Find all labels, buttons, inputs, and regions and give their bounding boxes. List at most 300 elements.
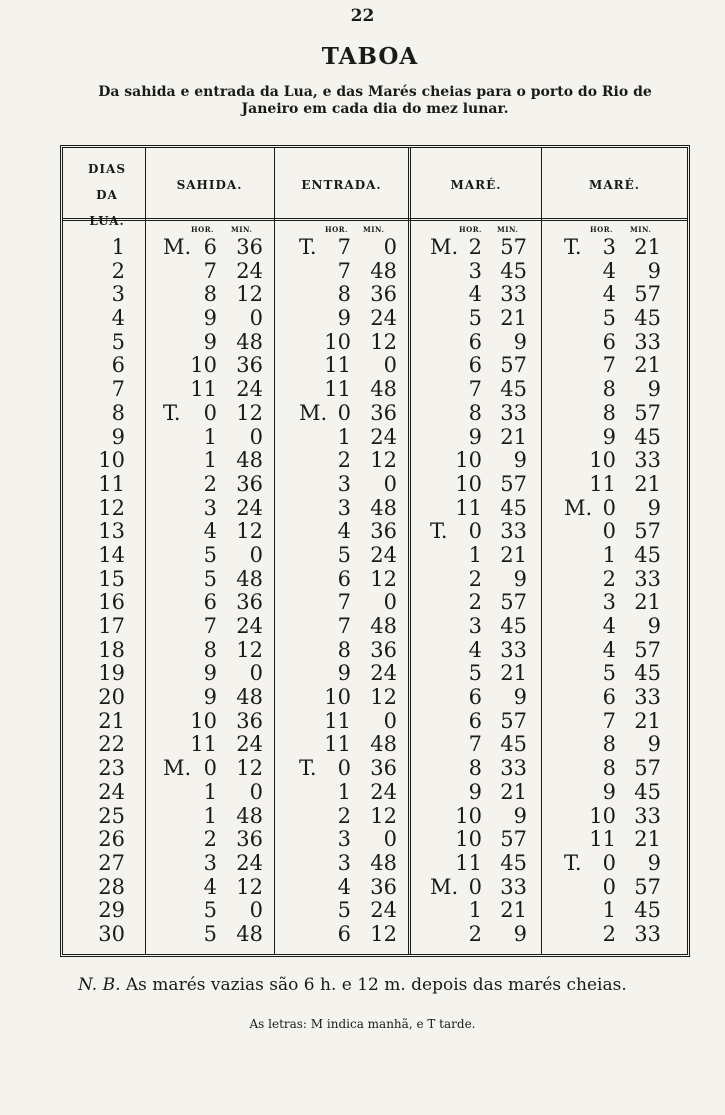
entrada-hour: 3 [337, 827, 351, 852]
mare2-hour: 11 [589, 827, 616, 852]
day-number: 29 [98, 898, 125, 923]
mare1-minute: 33 [500, 519, 527, 544]
sahida-minute: 48 [236, 448, 263, 473]
entrada-minute: 48 [370, 377, 397, 402]
mare2-minute: 21 [634, 708, 661, 733]
day-number: 2 [111, 258, 125, 283]
day-number: 6 [111, 353, 125, 378]
mare2-minute: 57 [634, 874, 661, 899]
entrada-hour: 3 [337, 471, 351, 496]
mare2-hour: 5 [602, 661, 616, 686]
entrada-minute: 0 [383, 708, 397, 733]
entrada-hour: 4 [337, 519, 351, 544]
mare2-hour: 4 [602, 637, 616, 662]
mare2-hour: 5 [602, 306, 616, 331]
entrada-hour: 11 [324, 353, 351, 378]
mare1-minute: 9 [513, 566, 527, 591]
mare1-hour: 10 [455, 471, 482, 496]
mare1-minute: 21 [500, 779, 527, 804]
subheader-hor: HOR. [459, 225, 482, 234]
mare2-minute: 57 [634, 756, 661, 781]
mare2-minute: 57 [634, 282, 661, 307]
sahida-hour: 11 [190, 732, 217, 757]
mare1-minute: 21 [500, 542, 527, 567]
entrada-minute: 0 [383, 471, 397, 496]
table-row [63, 591, 687, 615]
subheader-min: MIN. [630, 225, 652, 234]
subheader-min: MIN. [497, 225, 519, 234]
sahida-minute: 12 [236, 519, 263, 544]
entrada-hour: 0 [337, 756, 351, 781]
mare1-minute: 9 [513, 329, 527, 354]
header-dias-da-lua [71, 156, 143, 234]
mare2-hour: 7 [602, 708, 616, 733]
entrada-minute: 24 [370, 306, 397, 331]
mare2-hour: 0 [602, 495, 616, 520]
mare2-hour: 2 [602, 566, 616, 591]
mare2-minute: 21 [634, 827, 661, 852]
mare1-minute: 33 [500, 637, 527, 662]
mare2-hour: 6 [602, 329, 616, 354]
mare2-minute: 21 [634, 471, 661, 496]
day-number: 17 [98, 614, 125, 638]
subheader-hor: HOR. [590, 225, 613, 234]
mare1-hour: 2 [468, 235, 482, 259]
entrada-minute: 48 [370, 614, 397, 638]
entrada-hour: 6 [337, 566, 351, 591]
mare2-minute: 21 [634, 353, 661, 378]
mare1-hour: 10 [455, 827, 482, 852]
mare2-minute: 21 [634, 590, 661, 615]
mare2-hour: 3 [602, 590, 616, 615]
entrada-minute: 12 [370, 685, 397, 710]
day-number: 18 [98, 637, 125, 662]
day-number: 11 [98, 471, 125, 496]
sahida-hour: 4 [203, 874, 217, 899]
mare1-hour: 2 [468, 566, 482, 591]
entrada-hour: 1 [337, 779, 351, 804]
mare2-hour: 2 [602, 921, 616, 946]
sahida-hour: 9 [203, 306, 217, 331]
table-row [63, 307, 687, 331]
mare1-hour: 10 [455, 448, 482, 473]
mare1-minute: 9 [513, 448, 527, 473]
table-row [63, 283, 687, 307]
mare1-minute: 57 [500, 353, 527, 378]
sahida-minute: 48 [236, 566, 263, 591]
sahida-minute: 12 [236, 756, 263, 781]
page-subtitle [45, 84, 705, 118]
table-row [63, 473, 687, 497]
header-dias-line: DIAS [88, 162, 126, 176]
mare2-hour: 0 [602, 850, 616, 875]
mare1-hour: 6 [468, 353, 482, 378]
day-number: 4 [111, 306, 125, 331]
table-row [63, 402, 687, 426]
sahida-hour: 7 [203, 258, 217, 283]
entrada-hour: 7 [337, 235, 351, 259]
subheader-hor: HOR. [191, 225, 214, 234]
sahida-hour: 6 [203, 235, 217, 259]
mare2-minute: 33 [634, 448, 661, 473]
mare1-hour: 1 [468, 898, 482, 923]
sahida-minute: 24 [236, 614, 263, 638]
sahida-minute: 24 [236, 732, 263, 757]
day-number: 16 [98, 590, 125, 615]
tide-table [60, 145, 690, 957]
header-mare-1: MARÉ. [450, 178, 502, 192]
mare1-minute: 57 [500, 471, 527, 496]
table-row [63, 426, 687, 450]
entrada-minute: 36 [370, 756, 397, 781]
mare2-period: T. [564, 850, 582, 875]
mare1-hour: 7 [468, 732, 482, 757]
day-number: 15 [98, 566, 125, 591]
subheader-hor: HOR. [325, 225, 348, 234]
mare1-hour: 3 [468, 258, 482, 283]
mare2-minute: 9 [647, 614, 661, 638]
day-number: 25 [98, 803, 125, 828]
entrada-minute: 12 [370, 448, 397, 473]
entrada-hour: 11 [324, 708, 351, 733]
day-number: 1 [111, 235, 125, 259]
header-dias-line: LUA. [89, 214, 125, 228]
sahida-period: M. [163, 235, 192, 259]
mare2-hour: 9 [602, 779, 616, 804]
entrada-hour: 7 [337, 258, 351, 283]
sahida-hour: 10 [190, 708, 217, 733]
mare1-minute: 45 [500, 495, 527, 520]
day-number: 7 [111, 377, 125, 402]
sahida-minute: 36 [236, 353, 263, 378]
mare2-minute: 57 [634, 519, 661, 544]
sahida-hour: 6 [203, 590, 217, 615]
mare1-minute: 45 [500, 614, 527, 638]
sahida-hour: 11 [190, 377, 217, 402]
mare1-minute: 57 [500, 235, 527, 259]
day-number: 26 [98, 827, 125, 852]
mare1-hour: 5 [468, 306, 482, 331]
sahida-hour: 3 [203, 850, 217, 875]
mare1-period: T. [430, 519, 448, 544]
table-row [63, 544, 687, 568]
entrada-hour: 6 [337, 921, 351, 946]
day-number: 8 [111, 400, 125, 425]
entrada-hour: 9 [337, 306, 351, 331]
entrada-minute: 12 [370, 566, 397, 591]
mare1-minute: 57 [500, 590, 527, 615]
entrada-minute: 48 [370, 258, 397, 283]
entrada-hour: 10 [324, 329, 351, 354]
table-row [63, 615, 687, 639]
mare2-hour: 4 [602, 258, 616, 283]
entrada-hour: 3 [337, 495, 351, 520]
subtitle-line-1: Da sahida e entrada da Lua, e das Marés cheias para o porto do Rio de [98, 84, 652, 100]
sahida-hour: 8 [203, 637, 217, 662]
mare2-hour: 3 [602, 235, 616, 259]
mare1-minute: 9 [513, 921, 527, 946]
mare1-minute: 33 [500, 756, 527, 781]
entrada-hour: 8 [337, 637, 351, 662]
table-row [63, 520, 687, 544]
sahida-hour: 1 [203, 779, 217, 804]
sahida-minute: 0 [249, 898, 263, 923]
sahida-minute: 0 [249, 306, 263, 331]
mare2-minute: 57 [634, 400, 661, 425]
mare2-minute: 45 [634, 542, 661, 567]
table-row [63, 449, 687, 473]
mare1-hour: 1 [468, 542, 482, 567]
table-row [63, 331, 687, 355]
sahida-hour: 8 [203, 282, 217, 307]
footnote-label: N. B. [78, 975, 121, 995]
mare1-minute: 9 [513, 685, 527, 710]
sahida-hour: 9 [203, 661, 217, 686]
mare2-period: M. [564, 495, 593, 520]
mare1-hour: 5 [468, 661, 482, 686]
entrada-hour: 8 [337, 282, 351, 307]
sahida-minute: 48 [236, 329, 263, 354]
mare2-hour: 8 [602, 756, 616, 781]
footnote-text: As marés vazias são 6 h. e 12 m. depois das marés cheias. [125, 975, 627, 995]
mare1-hour: 10 [455, 803, 482, 828]
sahida-minute: 36 [236, 827, 263, 852]
mare1-hour: 9 [468, 779, 482, 804]
mare1-minute: 45 [500, 850, 527, 875]
page-title: TABOA [321, 43, 419, 70]
mare1-minute: 21 [500, 898, 527, 923]
sahida-hour: 5 [203, 542, 217, 567]
footnote [78, 975, 627, 995]
entrada-hour: 10 [324, 685, 351, 710]
mare1-hour: 0 [468, 874, 482, 899]
mare1-hour: 8 [468, 756, 482, 781]
day-number: 9 [111, 424, 125, 449]
mare1-hour: 8 [468, 400, 482, 425]
mare1-hour: 2 [468, 590, 482, 615]
day-number: 10 [98, 448, 125, 473]
entrada-minute: 0 [383, 827, 397, 852]
mare1-period: M. [430, 235, 459, 259]
entrada-minute: 24 [370, 779, 397, 804]
day-number: 12 [98, 495, 125, 520]
mare1-hour: 11 [455, 495, 482, 520]
sahida-hour: 7 [203, 614, 217, 638]
sahida-minute: 0 [249, 424, 263, 449]
sahida-minute: 24 [236, 258, 263, 283]
sahida-hour: 4 [203, 519, 217, 544]
entrada-hour: 11 [324, 732, 351, 757]
mare2-minute: 33 [634, 685, 661, 710]
entrada-hour: 1 [337, 424, 351, 449]
entrada-hour: 7 [337, 590, 351, 615]
sahida-hour: 9 [203, 685, 217, 710]
day-number: 30 [98, 921, 125, 946]
sahida-minute: 12 [236, 400, 263, 425]
sahida-minute: 36 [236, 235, 263, 259]
mare1-minute: 45 [500, 258, 527, 283]
table-body [63, 236, 687, 947]
mare1-minute: 45 [500, 377, 527, 402]
sahida-minute: 24 [236, 495, 263, 520]
sahida-minute: 12 [236, 282, 263, 307]
sahida-hour: 9 [203, 329, 217, 354]
sahida-minute: 24 [236, 377, 263, 402]
mare2-minute: 33 [634, 803, 661, 828]
mare1-hour: 6 [468, 329, 482, 354]
entrada-hour: 2 [337, 448, 351, 473]
mare1-hour: 4 [468, 637, 482, 662]
table-row [63, 828, 687, 852]
mare2-minute: 45 [634, 306, 661, 331]
sahida-minute: 24 [236, 850, 263, 875]
mare1-minute: 33 [500, 282, 527, 307]
mare2-minute: 33 [634, 921, 661, 946]
mare1-hour: 3 [468, 614, 482, 638]
sahida-hour: 5 [203, 921, 217, 946]
day-number: 21 [98, 708, 125, 733]
entrada-hour: 11 [324, 377, 351, 402]
entrada-period: T. [299, 756, 317, 781]
header-sahida: SAHIDA. [176, 178, 243, 192]
table-row [63, 733, 687, 757]
table-row [63, 568, 687, 592]
sahida-minute: 12 [236, 874, 263, 899]
entrada-minute: 48 [370, 732, 397, 757]
mare2-minute: 21 [634, 235, 661, 259]
day-number: 23 [98, 756, 125, 781]
day-number: 27 [98, 850, 125, 875]
mare1-hour: 9 [468, 424, 482, 449]
entrada-minute: 0 [383, 235, 397, 259]
mare2-minute: 33 [634, 566, 661, 591]
mare1-minute: 57 [500, 827, 527, 852]
mare2-hour: 8 [602, 732, 616, 757]
entrada-minute: 12 [370, 921, 397, 946]
mare2-hour: 10 [589, 803, 616, 828]
table-row [63, 639, 687, 663]
mare1-hour: 4 [468, 282, 482, 307]
entrada-minute: 48 [370, 495, 397, 520]
entrada-minute: 36 [370, 637, 397, 662]
mare1-hour: 2 [468, 921, 482, 946]
sahida-period: T. [163, 400, 181, 425]
mare1-minute: 21 [500, 306, 527, 331]
mare1-hour: 0 [468, 519, 482, 544]
mare2-hour: 4 [602, 282, 616, 307]
table-row [63, 378, 687, 402]
mare2-minute: 9 [647, 850, 661, 875]
entrada-period: M. [299, 400, 328, 425]
entrada-minute: 36 [370, 282, 397, 307]
mare2-hour: 0 [602, 519, 616, 544]
mare2-period: T. [564, 235, 582, 259]
table-row [63, 805, 687, 829]
sahida-minute: 48 [236, 921, 263, 946]
sahida-hour: 5 [203, 898, 217, 923]
mare2-minute: 45 [634, 661, 661, 686]
table-row [63, 236, 687, 260]
mare1-minute: 33 [500, 400, 527, 425]
mare2-hour: 10 [589, 448, 616, 473]
mare2-minute: 9 [647, 377, 661, 402]
day-number: 28 [98, 874, 125, 899]
table-row [63, 497, 687, 521]
entrada-minute: 24 [370, 898, 397, 923]
page-number: 22 [350, 6, 375, 26]
mare2-hour: 8 [602, 400, 616, 425]
entrada-hour: 9 [337, 661, 351, 686]
subheader-min: MIN. [363, 225, 385, 234]
mare2-minute: 9 [647, 258, 661, 283]
entrada-minute: 12 [370, 329, 397, 354]
mare1-minute: 57 [500, 708, 527, 733]
sahida-hour: 0 [203, 400, 217, 425]
sahida-hour: 0 [203, 756, 217, 781]
table-row [63, 852, 687, 876]
header-mare-2: MARÉ. [589, 178, 640, 192]
header-dias-line: DA [96, 188, 118, 202]
mare2-hour: 6 [602, 685, 616, 710]
sahida-hour: 1 [203, 803, 217, 828]
mare2-minute: 9 [647, 732, 661, 757]
entrada-minute: 0 [383, 590, 397, 615]
mare2-minute: 57 [634, 637, 661, 662]
sahida-hour: 3 [203, 495, 217, 520]
entrada-minute: 24 [370, 542, 397, 567]
sahida-minute: 0 [249, 779, 263, 804]
table-row [63, 662, 687, 686]
mare2-minute: 33 [634, 329, 661, 354]
mare2-hour: 1 [602, 898, 616, 923]
entrada-minute: 0 [383, 353, 397, 378]
mare2-hour: 8 [602, 377, 616, 402]
entrada-hour: 7 [337, 614, 351, 638]
table-row [63, 899, 687, 923]
day-number: 20 [98, 685, 125, 710]
table-row [63, 260, 687, 284]
entrada-period: T. [299, 235, 317, 259]
sahida-minute: 0 [249, 661, 263, 686]
entrada-minute: 24 [370, 661, 397, 686]
sahida-hour: 10 [190, 353, 217, 378]
entrada-minute: 36 [370, 400, 397, 425]
table-row [63, 757, 687, 781]
sahida-minute: 48 [236, 685, 263, 710]
mare2-hour: 11 [589, 471, 616, 496]
mare2-hour: 7 [602, 353, 616, 378]
subheader-min: MIN. [231, 225, 253, 234]
legend-note: As letras: M indica manhã, e T tarde. [249, 1017, 476, 1031]
sahida-hour: 2 [203, 471, 217, 496]
sahida-minute: 36 [236, 590, 263, 615]
subtitle-line-2: Janeiro em cada dia do mez lunar. [241, 101, 509, 117]
table-row [63, 710, 687, 734]
entrada-minute: 36 [370, 519, 397, 544]
mare2-hour: 4 [602, 614, 616, 638]
mare2-hour: 1 [602, 542, 616, 567]
entrada-hour: 2 [337, 803, 351, 828]
day-number: 14 [98, 542, 125, 567]
day-number: 3 [111, 282, 125, 307]
entrada-hour: 5 [337, 898, 351, 923]
entrada-minute: 36 [370, 874, 397, 899]
sahida-hour: 2 [203, 827, 217, 852]
day-number: 5 [111, 329, 125, 354]
mare2-hour: 0 [602, 874, 616, 899]
sahida-minute: 48 [236, 803, 263, 828]
mare2-hour: 9 [602, 424, 616, 449]
